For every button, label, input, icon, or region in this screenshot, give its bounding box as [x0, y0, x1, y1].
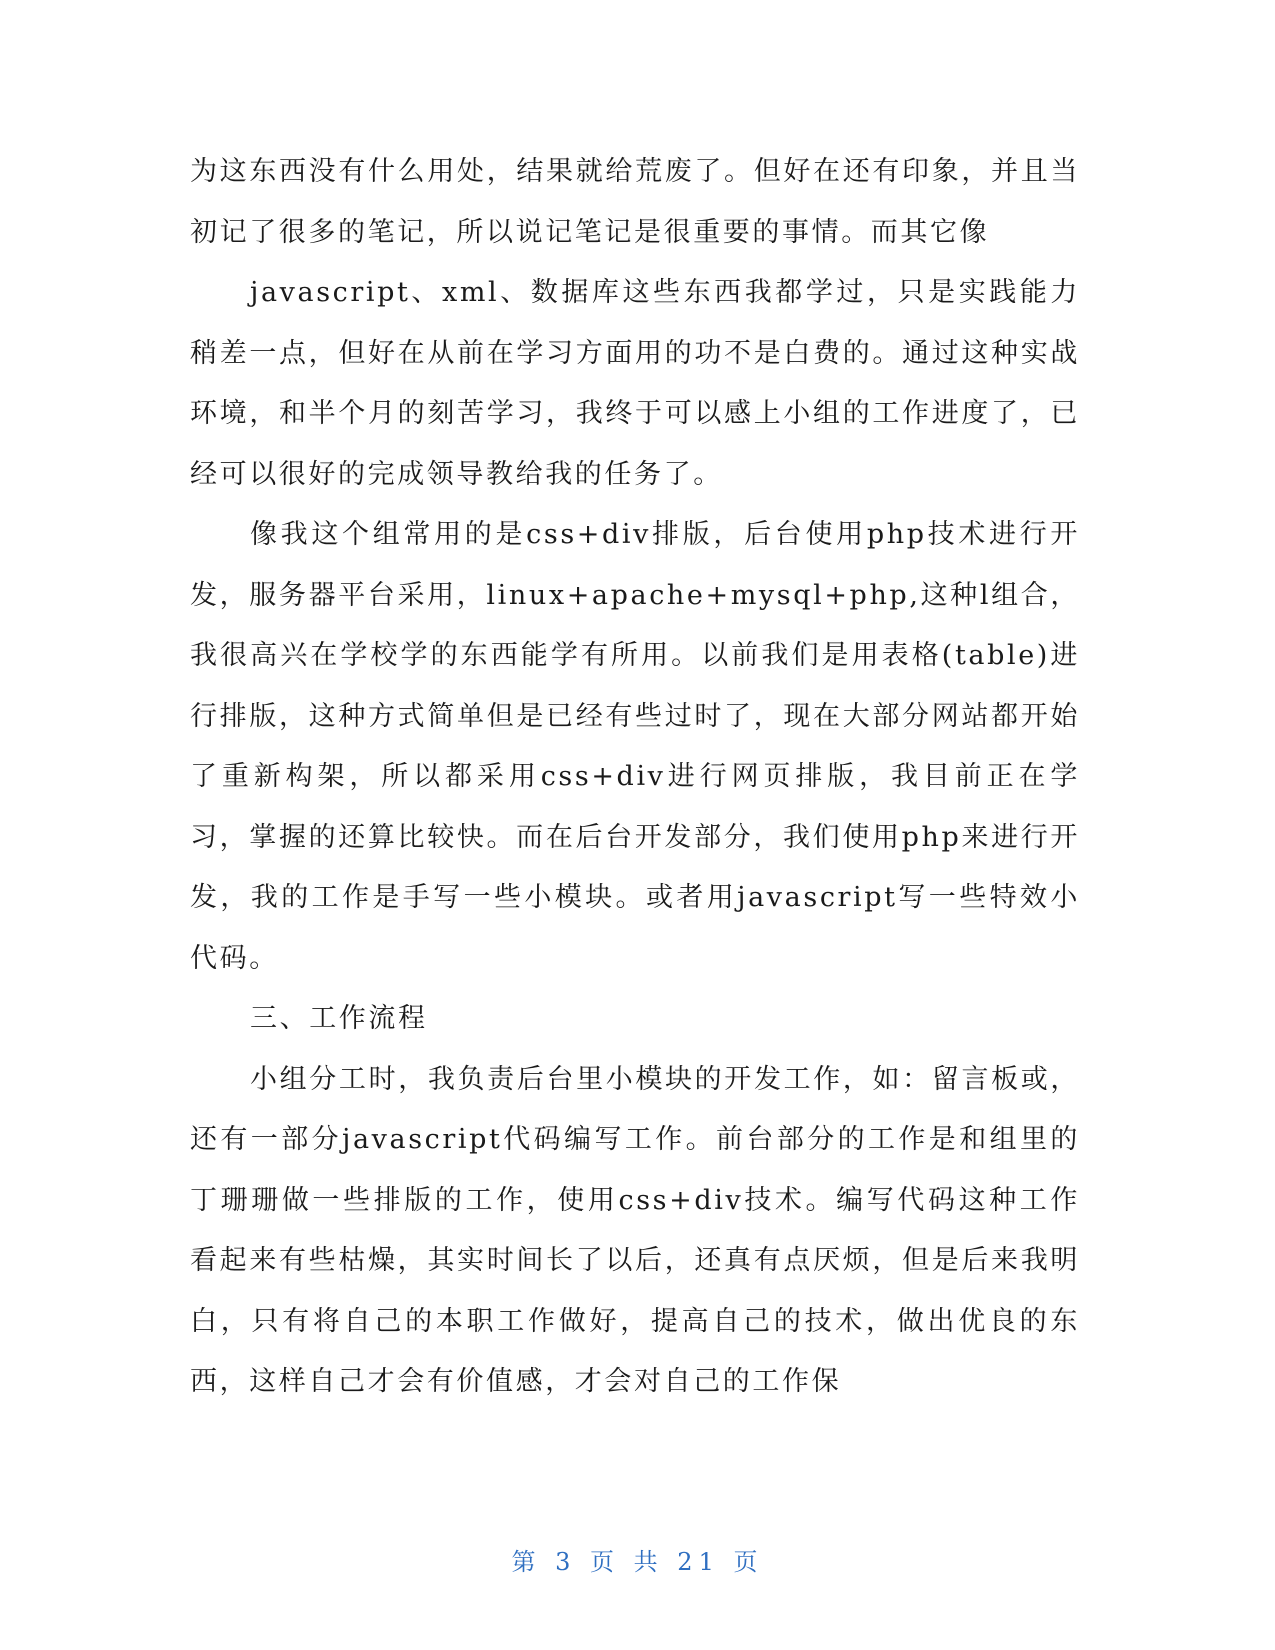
paragraph-continuation: 为这东西没有什么用处，结果就给荒废了。但好在还有印象，并且当初记了很多的笔记，所以说记笔记是很重要的事情。而其它像 [190, 156, 1080, 248]
paragraph-javascript-xml: javascript、xml、数据库这些东西我都学过，只是实践能力稍差一点，但好在从前在学习方面用的功不是白费的。通过这种实战环境，和半个月的刻苦学习，我终于可以感上小组的工作进度了，已经可以很好的完成领导教给我的任务了。 [190, 277, 1080, 490]
paragraph-team-division: 小组分工时，我负责后台里小模块的开发工作，如：留言板或，还有一部分javascript代码编写工作。前台部分的工作是和组里的丁珊珊做一些排版的工作，使用css+div技术。编写代码这种工作看起来有些枯燥，其实时间长了以后，还真有点厌烦，但是后来我明白，只有将自己的本职工作做好，提高自己的技术，做出优良的东西，这样自己才会有价值感，才会对自己的工作保 [190, 1063, 1080, 1397]
section-heading-workflow: 三、工作流程 [250, 1003, 428, 1034]
paragraph-css-div: 像我这个组常用的是css+div排版，后台使用php技术进行开发，服务器平台采用，linux+apache+mysql+php,这种l组合，我很高兴在学校学的东西能学有所用。以前我们是用表格(table)进行排版，这种方式简单但是已经有些过时了，现在大部分网站都开始了重新构架，所以都采用css+div进行网页排版，我目前正在学习，掌握的还算比较快。而在后台开发部分，我们使用php来进行开发，我的工作是手写一些小模块。或者用javascript写一些特效小代码。 [190, 519, 1080, 974]
page-number-footer: 第 3 页 共 21 页 [511, 1548, 764, 1576]
body-text [190, 142, 1080, 1413]
